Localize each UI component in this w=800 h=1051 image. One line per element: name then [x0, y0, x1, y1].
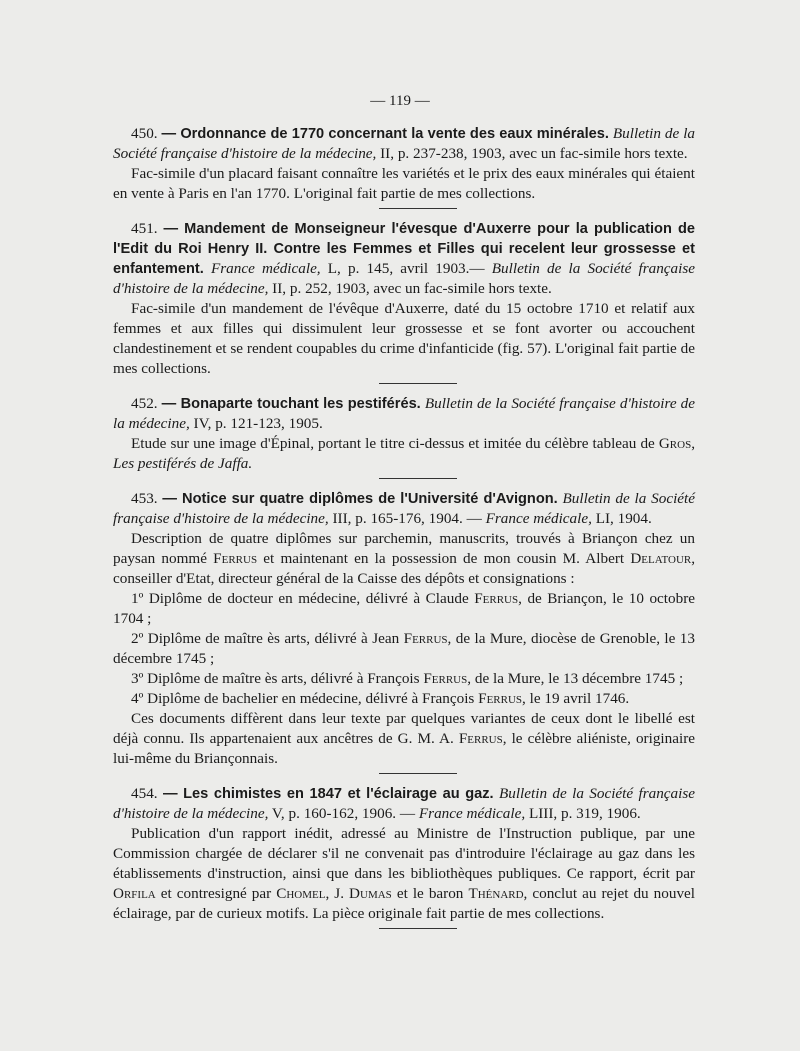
description-text: , J.: [325, 885, 345, 902]
entry-title: — Notice sur quatre diplômes de l'Université d'Avignon.: [162, 491, 558, 507]
description-text: , conclut au rejet du nouvel éclairage, par de curieux motifs. La pièce originale fait partie de mes collections.: [113, 885, 696, 922]
entry-454: [113, 784, 695, 924]
entry-453: [113, 489, 695, 769]
person-name: Dumas: [349, 885, 392, 902]
entry-reference-2: France médicale,: [485, 510, 592, 527]
entry-title: — Ordonnance de 1770 concernant la vente des eaux minérales.: [161, 126, 609, 142]
entry-description: Fac-simile d'un mandement de l'évêque d'Auxerre, daté du 15 octobre 1710 et relatif aux femmes et aux filles qui dissimulent leur grossesse et se font avorter ou accouchent clandestinement et se rendent coupables du crime d'infanticide (fig. 57). L'original fait partie de mes collections.: [113, 300, 695, 377]
entry-452: [113, 394, 695, 474]
entry-description: [113, 824, 695, 924]
entry-reference-detail: V, p. 160-162, 1906. —: [271, 805, 416, 822]
entry-reference-2-detail: LI, 1904.: [595, 510, 652, 527]
entry-description-2: [113, 709, 695, 769]
entry-reference-detail: II, p. 237-238, 1903, avec un fac-simile hors texte.: [380, 145, 688, 162]
separator-rule: [379, 928, 457, 929]
person-name: Ferrus: [478, 690, 523, 707]
item-text: 4º Diplôme de bachelier en médecine, délivré à François: [131, 690, 475, 707]
entry-title: — Bonaparte touchant les pestiférés.: [161, 396, 421, 412]
person-name: Ferrus: [213, 550, 258, 567]
person-name: Delatour: [630, 550, 692, 567]
item-text: , de la Mure, le 13 décembre 1745 ;: [467, 670, 684, 687]
page-number: — 119 —: [370, 93, 430, 109]
description-text: et contresigné par: [160, 885, 272, 902]
person-name: Thénard: [468, 885, 524, 902]
entry-reference-2-detail: LIII, p. 319, 1906.: [528, 805, 641, 822]
author-name: Gros: [658, 435, 692, 452]
entry-reference-detail: III, p. 165-176, 1904. —: [332, 510, 482, 527]
separator-rule: [379, 478, 457, 479]
diploma-item: [113, 589, 695, 629]
entry-number: 452.: [131, 395, 158, 412]
entry-description: Fac-simile d'un placard faisant connaître les variétés et le prix des eaux minérales qui étaient en vente à Paris en l'an 1770. L'original fait partie de mes collections.: [113, 165, 695, 202]
entry-number: 454.: [131, 785, 158, 802]
artwork-title: Les pestiférés de Jaffa.: [113, 455, 253, 472]
person-name: Ferrus: [403, 630, 448, 647]
entry-title: — Les chimistes en 1847 et l'éclairage au gaz.: [162, 786, 494, 802]
person-name: Ferrus: [423, 670, 468, 687]
entry-number: 451.: [131, 220, 158, 237]
diploma-item: [113, 669, 695, 689]
entry-reference: Bulletin de la Société française d'histoire de la médecine,: [113, 395, 695, 432]
entry-450: [113, 124, 695, 204]
description-text: , conseiller d'Etat, directeur général de la Caisse des dépôts et consignations :: [113, 550, 696, 587]
entry-reference: Bulletin de la Société française d'histoire de la médecine,: [113, 125, 696, 162]
entry-title: — Mandement de Monseigneur l'évesque d'Auxerre pour la publication de l'Edit du Roi Henry II. Contre les Femmes et Filles qui recelent leur grossesse et enfantement.: [113, 221, 696, 277]
entry-description: [113, 529, 695, 589]
entry-reference-2-detail: II, p. 252, 1903, avec un fac-simile hors texte.: [272, 280, 552, 297]
description-text: et le baron: [396, 885, 464, 902]
bibliography-list: [113, 124, 695, 939]
description-text: ,: [691, 435, 696, 452]
description-text: Publication d'un rapport inédit, adressé au Ministre de l'Instruction publique, par une Commission chargée de déclarer s'il ne convenait pas d'introduire l'éclairage au gaz dans les établissements d'instruction, ainsi que dans les bibliothèques publiques. Ce rapport, écrit par: [113, 825, 695, 882]
description-text: Etude sur une image d'Épinal, portant le titre ci-dessus et imitée du célèbre tableau de: [131, 435, 655, 452]
separator-rule: [379, 383, 457, 384]
separator-rule: [379, 773, 457, 774]
separator-rule: [379, 208, 457, 209]
description-text: Ces documents diffèrent dans leur texte par quelques variantes de ceux dont le libellé est déjà connu. Ils appartenaient aux ancêtres de G. M. A.: [113, 710, 695, 747]
item-text: 1º Diplôme de docteur en médecine, délivré à Claude: [131, 590, 469, 607]
entry-reference-detail: IV, p. 121-123, 1905.: [193, 415, 323, 432]
item-text: 2º Diplôme de maître ès arts, délivré à Jean: [131, 630, 400, 647]
person-name: Ferrus: [474, 590, 519, 607]
entry-451: [113, 219, 695, 379]
diploma-item: [113, 629, 695, 669]
entry-reference: Bulletin de la Société française d'histoire de la médecine,: [113, 490, 695, 527]
entry-number: 450.: [131, 125, 158, 142]
item-text: 3º Diplôme de maître ès arts, délivré à François: [131, 670, 420, 687]
entry-reference: France médicale,: [210, 260, 321, 277]
entry-reference-2: France médicale,: [418, 805, 526, 822]
person-name: Orfila: [113, 885, 156, 902]
item-text: , de la Mure, diocèse de Grenoble, le 13 décembre 1745 ;: [113, 630, 695, 667]
entry-reference: Bulletin de la Société française d'histoire de la médecine,: [113, 785, 695, 822]
description-text: Description de quatre diplômes sur parchemin, manuscrits, trouvés à Briançon chez un paysan nommé: [113, 530, 695, 567]
entry-description: [113, 434, 695, 474]
item-text: , le 19 avril 1746.: [522, 690, 630, 707]
description-text: , le célèbre aliéniste, originaire lui-même du Briançonnais.: [113, 730, 695, 767]
item-text: , de Briançon, le 10 octobre 1704 ;: [113, 590, 695, 627]
person-name: Ferrus: [458, 730, 503, 747]
entry-number: 453.: [131, 490, 158, 507]
diploma-item: [113, 689, 695, 709]
entry-reference-detail: L, p. 145, avril 1903.—: [327, 260, 485, 277]
entry-reference-2: Bulletin de la Société française d'histoire de la médecine,: [113, 260, 696, 297]
description-text: et maintenant en la possession de mon cousin M. Albert: [263, 550, 625, 567]
person-name: Chomel: [276, 885, 326, 902]
